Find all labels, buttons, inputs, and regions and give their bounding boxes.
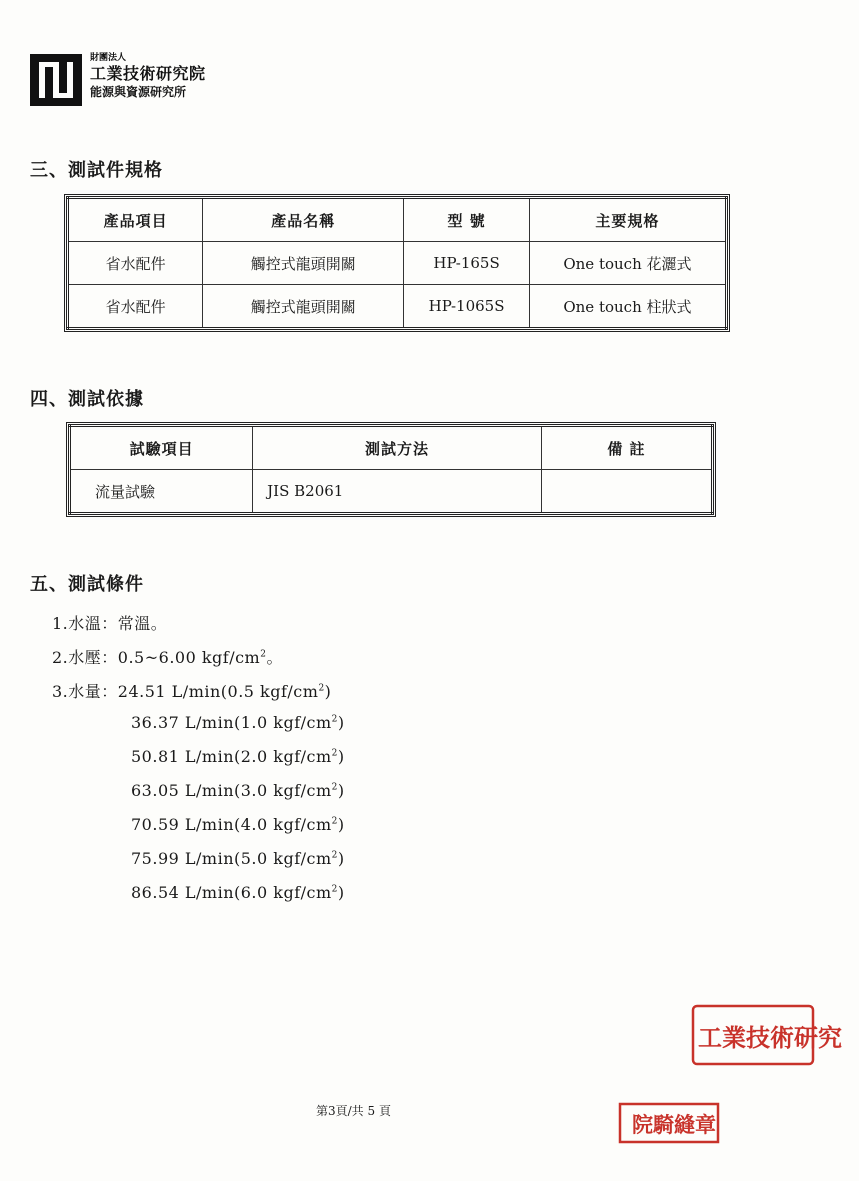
- table-cell: HP-165S: [404, 242, 530, 285]
- table-cell: 觸控式龍頭開關: [203, 242, 404, 285]
- column-header: 主要規格: [529, 198, 726, 242]
- condition-water-pressure: [52, 645, 283, 668]
- superscript: 2: [260, 649, 267, 660]
- flow-close: ): [337, 713, 345, 732]
- table-row: [68, 242, 727, 285]
- flow-rate: 63.05 L/min(3.0 kgf/cm: [131, 781, 332, 800]
- column-header: 備 註: [541, 426, 712, 470]
- flow-rate: 75.99 L/min(5.0 kgf/cm: [131, 849, 332, 868]
- condition-value: 常溫。: [117, 614, 168, 633]
- superscript: 2: [331, 782, 338, 793]
- superscript: 2: [331, 816, 338, 827]
- condition-label: 2.水壓：: [52, 648, 118, 667]
- flow-close: ): [337, 815, 345, 834]
- table-cell: 觸控式龍頭開關: [203, 285, 404, 329]
- superscript: 2: [331, 714, 338, 725]
- column-header: 型 號: [404, 198, 530, 242]
- column-header: 測試方法: [253, 426, 542, 470]
- organization-logo: [30, 52, 270, 112]
- org-small-label: 財團法人: [90, 53, 127, 63]
- table-header-row: [68, 198, 727, 242]
- seam-stamp-icon: [630, 1100, 722, 1146]
- table-cell: One touch 柱狀式: [529, 285, 726, 329]
- table-row: [70, 470, 713, 514]
- condition-label: 1.水溫：: [52, 614, 118, 633]
- table-cell: 省水配件: [68, 285, 203, 329]
- condition-flow-label: [52, 679, 331, 702]
- flow-close: ): [337, 849, 345, 868]
- flow-line: [131, 883, 345, 902]
- table-row: [68, 285, 727, 329]
- test-basis-table: [68, 424, 714, 515]
- superscript: 2: [331, 850, 338, 861]
- column-header: 產品項目: [68, 198, 203, 242]
- table-header-row: [70, 426, 713, 470]
- flow-rate: 24.51 L/min(0.5 kgf/cm: [117, 682, 319, 701]
- flow-line: [131, 815, 345, 834]
- table-cell: [541, 470, 712, 514]
- org-division: 能源與資源研究所: [90, 85, 187, 99]
- column-header: 試驗項目: [70, 426, 253, 470]
- flow-close: ): [337, 747, 345, 766]
- flow-line: [131, 713, 345, 732]
- section4-title: 四、測試依據: [30, 389, 144, 410]
- condition-label: 3.水量：: [52, 682, 118, 701]
- superscript: 2: [331, 748, 338, 759]
- table-cell: 流量試驗: [70, 470, 253, 514]
- superscript: 2: [318, 683, 325, 694]
- flow-line: [131, 747, 345, 766]
- condition-end: 。: [266, 648, 283, 667]
- page-number: 第3頁/共 5 頁: [316, 1104, 391, 1118]
- column-header: 產品名稱: [203, 198, 404, 242]
- flow-close: ): [324, 682, 332, 701]
- table-cell: JIS B2061: [253, 470, 542, 514]
- section5-title: 五、測試條件: [30, 574, 144, 595]
- flow-close: ): [337, 883, 345, 902]
- seal-stamp-icon: [690, 1003, 842, 1067]
- org-name: 工業技術研究院: [90, 64, 206, 83]
- superscript: 2: [331, 884, 338, 895]
- table-cell: HP-1065S: [404, 285, 530, 329]
- itri-logo-icon: [30, 54, 82, 106]
- flow-line: [131, 849, 345, 868]
- flow-rate: 36.37 L/min(1.0 kgf/cm: [131, 713, 332, 732]
- condition-value: 0.5~6.00 kgf/cm: [117, 648, 261, 667]
- flow-close: ): [337, 781, 345, 800]
- condition-water-temp: [52, 611, 167, 634]
- flow-rate: 70.59 L/min(4.0 kgf/cm: [131, 815, 332, 834]
- stamp-text: 工業技術研究: [698, 1023, 842, 1052]
- flow-line: [131, 781, 345, 800]
- table-cell: 省水配件: [68, 242, 203, 285]
- specimen-spec-table: [66, 196, 728, 330]
- flow-rate: 50.81 L/min(2.0 kgf/cm: [131, 747, 332, 766]
- section3-title: 三、測試件規格: [30, 160, 163, 181]
- stamp-text: 院騎縫章: [632, 1112, 716, 1137]
- table-cell: One touch 花灑式: [529, 242, 726, 285]
- flow-rate: 86.54 L/min(6.0 kgf/cm: [131, 883, 332, 902]
